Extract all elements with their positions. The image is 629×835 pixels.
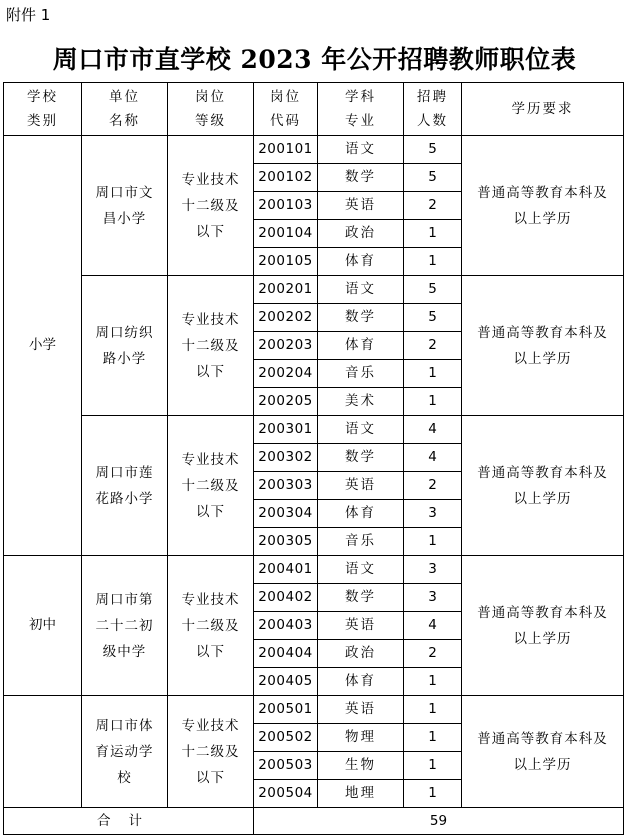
position-code-cell: 200305 [254, 528, 318, 556]
unit-name-cell: 周口市文 昌小学 [82, 136, 168, 276]
hire-count-cell: 5 [404, 136, 462, 164]
position-code-cell: 200501 [254, 696, 318, 724]
position-code-cell: 200303 [254, 472, 318, 500]
position-level-cell: 专业技术 十二级及 以下 [168, 556, 254, 696]
hire-count-cell: 1 [404, 360, 462, 388]
position-code-cell: 200404 [254, 640, 318, 668]
table-row [4, 556, 624, 584]
header-level: 岗位 等级 [168, 83, 254, 136]
header-category: 学校 类别 [4, 83, 82, 136]
position-level-cell: 专业技术 十二级及 以下 [168, 416, 254, 556]
position-code-cell: 200403 [254, 612, 318, 640]
position-code-cell: 200204 [254, 360, 318, 388]
school-category-cell: 初中 [4, 556, 82, 696]
hire-count-cell: 2 [404, 640, 462, 668]
position-code-cell: 200401 [254, 556, 318, 584]
position-code-cell: 200104 [254, 220, 318, 248]
header-subject: 学科 专业 [318, 83, 404, 136]
hire-count-cell: 5 [404, 304, 462, 332]
hire-count-cell: 1 [404, 220, 462, 248]
hire-count-cell: 4 [404, 612, 462, 640]
hire-count-cell: 1 [404, 388, 462, 416]
subject-cell: 英语 [318, 612, 404, 640]
subject-cell: 英语 [318, 472, 404, 500]
hire-count-cell: 3 [404, 500, 462, 528]
position-code-cell: 200502 [254, 724, 318, 752]
subject-cell: 语文 [318, 416, 404, 444]
subject-cell: 数学 [318, 164, 404, 192]
subject-cell: 音乐 [318, 360, 404, 388]
position-code-cell: 200102 [254, 164, 318, 192]
position-level-cell: 专业技术 十二级及 以下 [168, 276, 254, 416]
table-row [4, 416, 624, 444]
total-label: 合计 [4, 808, 254, 835]
hire-count-cell: 5 [404, 276, 462, 304]
unit-name-cell: 周口市第 二十二初 级中学 [82, 556, 168, 696]
hire-count-cell: 1 [404, 724, 462, 752]
position-code-cell: 200203 [254, 332, 318, 360]
table-row [4, 276, 624, 304]
position-level-cell: 专业技术 十二级及 以下 [168, 136, 254, 276]
position-code-cell: 200103 [254, 192, 318, 220]
subject-cell: 政治 [318, 640, 404, 668]
subject-cell: 数学 [318, 444, 404, 472]
header-row [4, 83, 624, 136]
position-code-cell: 200201 [254, 276, 318, 304]
subject-cell: 体育 [318, 500, 404, 528]
position-level-cell: 专业技术 十二级及 以下 [168, 696, 254, 808]
hire-count-cell: 5 [404, 164, 462, 192]
hire-count-cell: 1 [404, 780, 462, 808]
header-unit: 单位 名称 [82, 83, 168, 136]
subject-cell: 政治 [318, 220, 404, 248]
unit-name-cell: 周口市莲 花路小学 [82, 416, 168, 556]
subject-cell: 音乐 [318, 528, 404, 556]
education-requirement-cell: 普通高等教育本科及 以上学历 [462, 556, 624, 696]
subject-cell: 英语 [318, 696, 404, 724]
hire-count-cell: 1 [404, 668, 462, 696]
subject-cell: 英语 [318, 192, 404, 220]
subject-cell: 数学 [318, 304, 404, 332]
position-code-cell: 200504 [254, 780, 318, 808]
header-code: 岗位 代码 [254, 83, 318, 136]
header-count: 招聘 人数 [404, 83, 462, 136]
subject-cell: 生物 [318, 752, 404, 780]
subject-cell: 语文 [318, 276, 404, 304]
subject-cell: 语文 [318, 136, 404, 164]
unit-name-cell: 周口纺织 路小学 [82, 276, 168, 416]
hire-count-cell: 1 [404, 248, 462, 276]
hire-count-cell: 1 [404, 752, 462, 780]
hire-count-cell: 2 [404, 192, 462, 220]
header-education: 学历要求 [462, 83, 624, 136]
positions-table [3, 82, 624, 835]
hire-count-cell: 3 [404, 556, 462, 584]
total-row [4, 808, 624, 835]
school-category-cell: 小学 [4, 136, 82, 556]
position-code-cell: 200402 [254, 584, 318, 612]
education-requirement-cell: 普通高等教育本科及 以上学历 [462, 416, 624, 556]
hire-count-cell: 4 [404, 416, 462, 444]
hire-count-cell: 1 [404, 528, 462, 556]
subject-cell: 美术 [318, 388, 404, 416]
subject-cell: 体育 [318, 248, 404, 276]
hire-count-cell: 1 [404, 696, 462, 724]
position-code-cell: 200205 [254, 388, 318, 416]
subject-cell: 地理 [318, 780, 404, 808]
attachment-label: 附件 1 [6, 6, 51, 24]
position-code-cell: 200101 [254, 136, 318, 164]
subject-cell: 体育 [318, 332, 404, 360]
education-requirement-cell: 普通高等教育本科及 以上学历 [462, 276, 624, 416]
unit-name-cell: 周口市体 育运动学 校 [82, 696, 168, 808]
position-code-cell: 200105 [254, 248, 318, 276]
position-code-cell: 200405 [254, 668, 318, 696]
subject-cell: 体育 [318, 668, 404, 696]
subject-cell: 语文 [318, 556, 404, 584]
total-value: 59 [254, 808, 624, 835]
education-requirement-cell: 普通高等教育本科及 以上学历 [462, 136, 624, 276]
table-row [4, 136, 624, 164]
position-code-cell: 200304 [254, 500, 318, 528]
position-code-cell: 200302 [254, 444, 318, 472]
hire-count-cell: 2 [404, 472, 462, 500]
subject-cell: 数学 [318, 584, 404, 612]
hire-count-cell: 4 [404, 444, 462, 472]
hire-count-cell: 3 [404, 584, 462, 612]
subject-cell: 物理 [318, 724, 404, 752]
position-code-cell: 200503 [254, 752, 318, 780]
table-row [4, 696, 624, 724]
education-requirement-cell: 普通高等教育本科及 以上学历 [462, 696, 624, 808]
school-category-cell [4, 696, 82, 808]
page-title: 周口市市直学校 2023 年公开招聘教师职位表 [52, 45, 577, 74]
position-code-cell: 200202 [254, 304, 318, 332]
position-code-cell: 200301 [254, 416, 318, 444]
hire-count-cell: 2 [404, 332, 462, 360]
